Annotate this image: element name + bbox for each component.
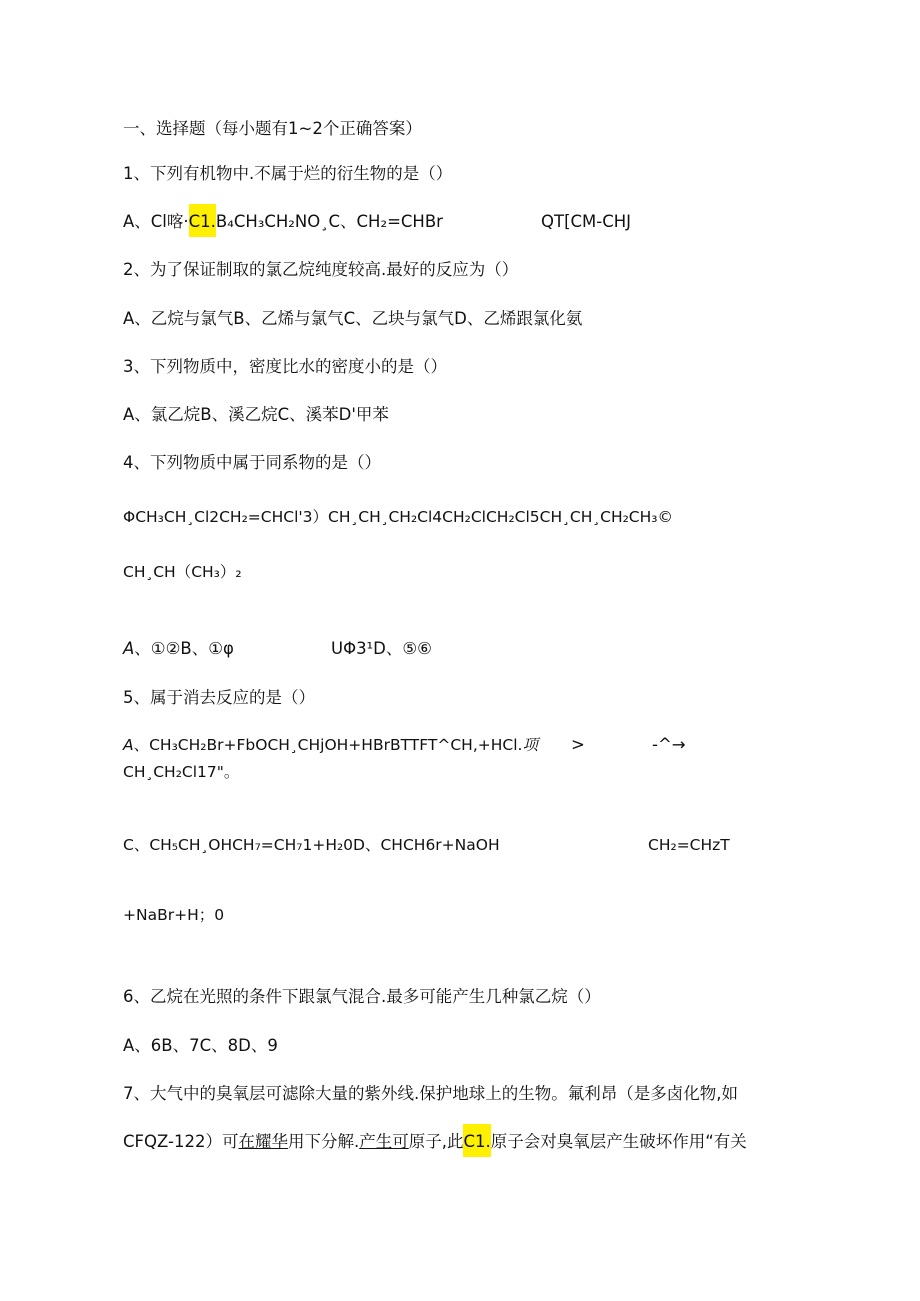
option-text: A、Cl喀· [123, 212, 189, 231]
question-4-options [123, 638, 234, 660]
underlined-text: 产生可 [359, 1132, 409, 1151]
question-4-formula-2: CH¸CH（CH₃）₂ [123, 563, 242, 581]
option-letter: A [123, 639, 135, 658]
question-5-option-b: CH¸CH₂Cl17"。 [123, 763, 240, 781]
option-text: 、CH₃CH₂Br+FbOCH¸CHjOH+HBrBTTFT^CH,+HCl. [133, 736, 523, 754]
question-6-options: A、6B、7C、8D、9 [123, 1036, 278, 1055]
question-6: 6、乙烷在光照的条件下跟氯气混合.最多可能产生几种氯乙烷（） [123, 987, 601, 1006]
text: CFQZ-122）可 [123, 1132, 239, 1151]
question-5-option-c: C、CH₅CH¸OHCH₇=CH₇1+H₂0D、CHCH6r+NaOH [123, 836, 500, 854]
question-4-formulas: ΦCH₃CH¸Cl2CH₂=CHCl'3）CH¸CH¸CH₂Cl4CH₂ClCH₂Cl5CH¸CH¸CH₂CH₃© [123, 508, 674, 526]
question-4: 4、下列物质中属于同系物的是（） [123, 453, 381, 472]
question-5-arrow: -^→ [652, 735, 686, 754]
question-1-option-right: QT[CM-CHJ [541, 212, 632, 231]
option-letter: A [123, 736, 134, 754]
highlighted-text: C1. [463, 1124, 490, 1157]
question-3: 3、下列物质中，密度比水的密度小的是（） [123, 357, 447, 376]
text: 用下分解. [287, 1132, 360, 1151]
question-5: 5、属于消去反应的是（） [123, 688, 315, 707]
question-5-option-c-right: CH₂=CHzT [648, 836, 730, 854]
question-2-options: A、乙烷与氯气B、乙烯与氯气C、乙块与氯气D、乙烯跟氯化氨 [123, 309, 583, 328]
question-5-option-a [123, 734, 538, 756]
question-5-option-d: +NaBr+H；0 [123, 906, 225, 924]
question-5-symbol-gt: > [571, 735, 585, 754]
question-4-options-right: UΦ3¹D、⑤⑥ [331, 639, 432, 658]
option-text: 、①②B、①φ [134, 639, 234, 658]
underlined-text: 在耀华 [238, 1132, 288, 1151]
question-7-line-1: 7、大气中的臭氧层可滤除大量的紫外线.保护地球上的生物。氟利昂（是多卤化物,如 [123, 1084, 738, 1103]
text: 原子,此 [408, 1132, 464, 1151]
question-1-options [123, 211, 443, 233]
question-3-options: A、氯乙烷B、溪乙烷C、溪苯D'甲苯 [123, 405, 389, 424]
option-text: B₄CH₃CH₂NO¸C、CH₂=CHBr [215, 212, 443, 231]
section-title: 一、选择题（每小题有1~2个正确答案） [123, 119, 422, 138]
highlighted-text: C1. [189, 204, 216, 237]
question-7-line-2 [123, 1131, 747, 1153]
option-text: 项 [522, 736, 538, 754]
text: 原子会对臭氧层产生破坏作用“有关 [490, 1132, 747, 1151]
question-2: 2、为了保证制取的氯乙烷纯度较高.最好的反应为（） [123, 260, 519, 279]
question-1: 1、下列有机物中.不属于烂的衍生物的是（） [123, 164, 453, 183]
